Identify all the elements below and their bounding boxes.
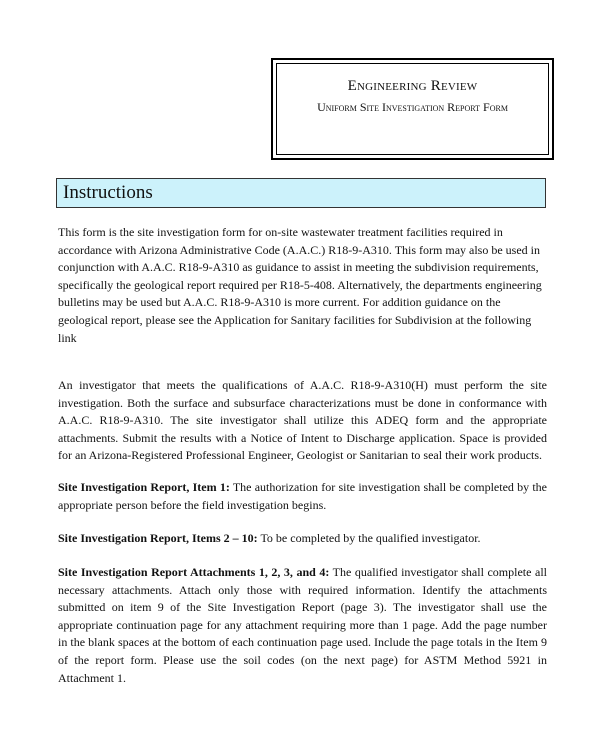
instructions-heading-bar bbox=[56, 178, 546, 208]
attachments-text: The qualified investigator shall complete all necessary attachments. Attach only those with required information. Identify the attachments submitted on item 9 of the Site Investigation Report (page 3). The investigator shall use the appropriate continuation page for any attachment requiring more than 1 page. Add the page number in the blank spaces at the bottom of each continuation page used. Include the page totals in the Item 9 of the report form. Please use the soil codes (on the next page) for ASTM Method 5921 in Attachment 1. bbox=[58, 565, 547, 685]
items2to10-text: To be completed by the qualified investigator. bbox=[257, 531, 481, 545]
attachments-label: Site Investigation Report Attachments 1, 2, 3, and 4: bbox=[58, 565, 330, 579]
intro-paragraph: This form is the site investigation form for on-site wastewater treatment facilities required in accordance with Arizona Administrative Code (A.A.C.) R18-9-A310. This form may also be used in conjunction with A.A.C. R18-9-A310 as guidance to assist in meeting the subdivision requirements, specifically the geological report required per R18-5-408. Alternatively, the departments engineering bulletins may be used but A.A.C. R18-9-A310 is more current. For addition guidance on the geological report, please see the Application for Sanitary facilities for Subdivision at the following link bbox=[58, 225, 542, 345]
items2to10-label: Site Investigation Report, Items 2 – 10: bbox=[58, 531, 258, 545]
instructions-heading: Instructions bbox=[63, 182, 153, 203]
item1-label: Site Investigation Report, Item 1: bbox=[58, 480, 230, 494]
items2to10-paragraph bbox=[58, 530, 547, 548]
form-subtitle: Uniform Site Investigation Report Form bbox=[317, 100, 508, 114]
form-title-box bbox=[271, 58, 554, 160]
form-title-box-inner bbox=[276, 63, 549, 155]
attachments-paragraph bbox=[58, 564, 547, 687]
item1-text: The authorization for site investigation shall be completed by the appropriate person before the field investigation begins. bbox=[58, 480, 548, 512]
investigator-paragraph: An investigator that meets the qualifications of A.A.C. R18-9-A310(H) must perform the site investigation. Both the surface and subsurface characterizations must be done in conformance with A.A.C. R18-9-A310. The site investigator shall utilize this ADEQ form and the appropriate attachments. Submit the results with a Notice of Intent to Discharge application. Space is provided for an Arizona-Registered Professional Engineer, Geologist or Sanitarian to seal their work products. bbox=[58, 378, 547, 463]
form-title: Engineering Review bbox=[347, 78, 478, 94]
item1-paragraph bbox=[58, 479, 547, 514]
